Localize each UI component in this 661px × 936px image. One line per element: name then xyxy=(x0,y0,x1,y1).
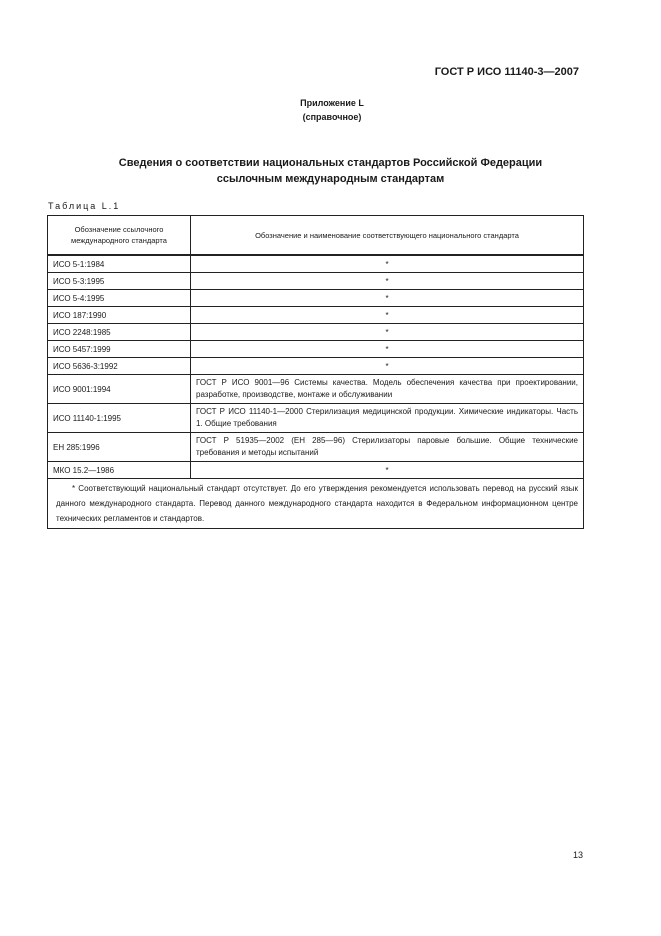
international-standard-cell: МКО 15.2—1986 xyxy=(48,462,191,479)
table-label: Таблица L.1 xyxy=(48,201,121,211)
international-standard-cell: ИСО 5636-3:1992 xyxy=(48,358,191,375)
table-header-row xyxy=(48,216,584,256)
international-standard-cell: ИСО 5-4:1995 xyxy=(48,290,191,307)
national-standard-cell: * xyxy=(191,324,584,341)
table-row xyxy=(48,375,584,404)
international-standard-cell: ИСО 5-3:1995 xyxy=(48,273,191,290)
column-header-international: Обозначение ссылочного международного стандарта xyxy=(48,216,191,256)
table-row xyxy=(48,290,584,307)
national-standard-cell: ГОСТ Р 51935—2002 (ЕН 285—96) Стерилизаторы паровые большие. Общие технические требования и методы испытаний xyxy=(191,433,584,462)
appendix-title: Приложение L xyxy=(300,98,364,108)
international-standard-cell: ИСО 2248:1985 xyxy=(48,324,191,341)
page-number: 13 xyxy=(572,850,583,860)
national-standard-cell: * xyxy=(191,462,584,479)
international-standard-cell: ИСО 5-1:1984 xyxy=(48,255,191,273)
heading-line-2: ссылочным международным стандартам xyxy=(216,173,445,185)
national-standard-cell: * xyxy=(191,341,584,358)
column-header-national: Обозначение и наименование соответствующего национального стандарта xyxy=(191,216,584,256)
table-row xyxy=(48,433,584,462)
national-standard-cell: * xyxy=(191,273,584,290)
appendix-title-block xyxy=(0,96,661,124)
appendix-subtitle: (справочное) xyxy=(302,112,362,122)
national-standard-cell: * xyxy=(191,290,584,307)
international-standard-cell: ИСО 9001:1994 xyxy=(48,375,191,404)
table-row xyxy=(48,404,584,433)
table-row xyxy=(48,324,584,341)
international-standard-cell: ИСО 11140-1:1995 xyxy=(48,404,191,433)
international-standard-cell: ЕН 285:1996 xyxy=(48,433,191,462)
national-standard-cell: ГОСТ Р ИСО 9001—96 Системы качества. Модель обеспечения качества при проектировании, разработке, производстве, монтаже и обслуживании xyxy=(191,375,584,404)
national-standard-cell: * xyxy=(191,307,584,324)
table-row xyxy=(48,255,584,273)
heading-line-1: Сведения о соответствии национальных стандартов Российской Федерации xyxy=(118,157,543,169)
table-row xyxy=(48,462,584,479)
table-footnote-row xyxy=(48,479,584,529)
document-code: ГОСТ Р ИСО 11140-3—2007 xyxy=(434,66,579,78)
table-row xyxy=(48,273,584,290)
international-standard-cell: ИСО 187:1990 xyxy=(48,307,191,324)
table-row xyxy=(48,341,584,358)
standards-table xyxy=(47,215,584,529)
national-standard-cell: * xyxy=(191,358,584,375)
national-standard-cell: ГОСТ Р ИСО 11140-1—2000 Стерилизация медицинской продукции. Химические индикаторы. Часть 1. Общие требования xyxy=(191,404,584,433)
table-row xyxy=(48,358,584,375)
table-row xyxy=(48,307,584,324)
section-heading xyxy=(0,155,661,187)
national-standard-cell: * xyxy=(191,255,584,273)
table-footnote: * Соответствующий национальный стандарт отсутствует. До его утверждения рекомендуется использовать перевод на русский язык данного международного стандарта. Перевод данного международного стандарта находится в Федеральном информационном центре технических регламентов и стандартов. xyxy=(48,479,584,529)
international-standard-cell: ИСО 5457:1999 xyxy=(48,341,191,358)
